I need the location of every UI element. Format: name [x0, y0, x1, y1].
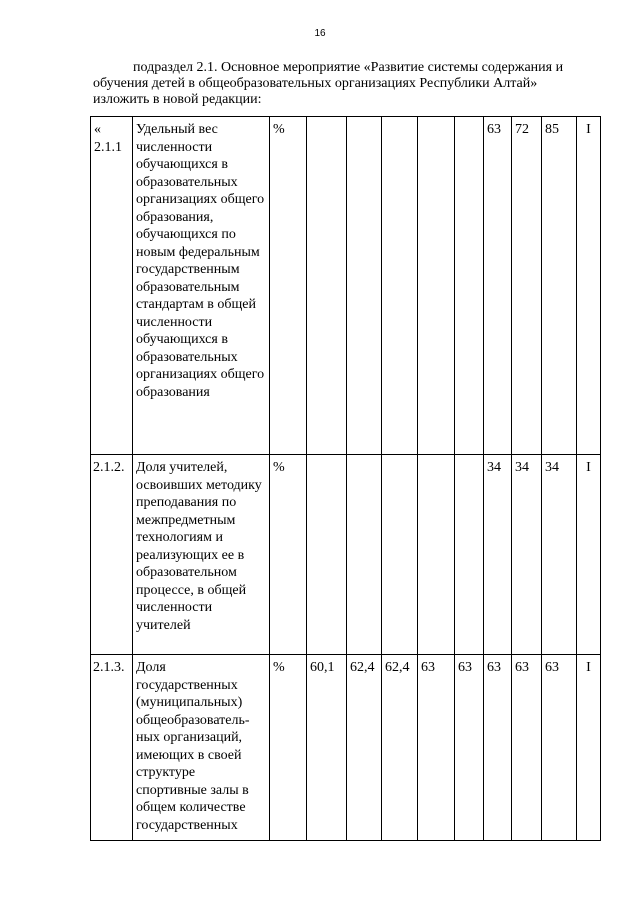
- value-cell: 62,4: [347, 655, 382, 841]
- table-row: [91, 455, 601, 655]
- row-text: Доля государственных (муниципальных) общеобразователь-ных организаций, имеющих в своей структуре спортивные залы в общем количестве государственных: [133, 655, 270, 841]
- row-unit: %: [270, 655, 307, 841]
- row-code: 2.1.3.: [91, 655, 133, 841]
- value-cell: [307, 455, 347, 655]
- value-cell: 63: [512, 655, 542, 841]
- intro-line-3: изложить в новой редакции:: [93, 92, 262, 107]
- row-code: « 2.1.1: [91, 117, 133, 455]
- value-cell: 85: [542, 117, 577, 455]
- row-mark: I: [577, 117, 601, 455]
- table-row: [91, 117, 601, 455]
- value-cell: 63: [484, 655, 512, 841]
- value-cell: [455, 455, 484, 655]
- value-cell: [382, 455, 418, 655]
- value-cell: 63: [455, 655, 484, 841]
- value-cell: [307, 117, 347, 455]
- row-text: Доля учителей, освоивших методику преподавания по межпредметным технологиям и реализующих ее в образовательном процессе, в общей численности учителей: [133, 455, 270, 655]
- page-number: 16: [314, 28, 326, 39]
- value-cell: [455, 117, 484, 455]
- value-cell: 34: [512, 455, 542, 655]
- value-cell: 63: [542, 655, 577, 841]
- value-cell: 72: [512, 117, 542, 455]
- value-cell: 62,4: [382, 655, 418, 841]
- row-code: 2.1.2.: [91, 455, 133, 655]
- intro-paragraph: [93, 60, 593, 108]
- value-cell: 63: [418, 655, 455, 841]
- value-cell: [347, 455, 382, 655]
- value-cell: 60,1: [307, 655, 347, 841]
- table-row: [91, 655, 601, 841]
- value-cell: 63: [484, 117, 512, 455]
- row-unit: %: [270, 117, 307, 455]
- value-cell: [347, 117, 382, 455]
- value-cell: 34: [484, 455, 512, 655]
- value-cell: [418, 117, 455, 455]
- value-cell: [418, 455, 455, 655]
- row-text: Удельный вес численности обучающихся в образовательных организациях общего образования, обучающихся по новым федеральным государственным образовательным стандартам в общей численности обучающихся в образовательных организациях общего образования: [133, 117, 270, 455]
- intro-line-2: обучения детей в общеобразовательных организациях Республики Алтай»: [93, 76, 538, 91]
- value-cell: 34: [542, 455, 577, 655]
- intro-line-1: подраздел 2.1. Основное мероприятие «Развитие системы содержания и: [133, 60, 564, 75]
- row-mark: I: [577, 655, 601, 841]
- row-mark: I: [577, 455, 601, 655]
- indicators-table: [90, 116, 601, 841]
- value-cell: [382, 117, 418, 455]
- row-unit: %: [270, 455, 307, 655]
